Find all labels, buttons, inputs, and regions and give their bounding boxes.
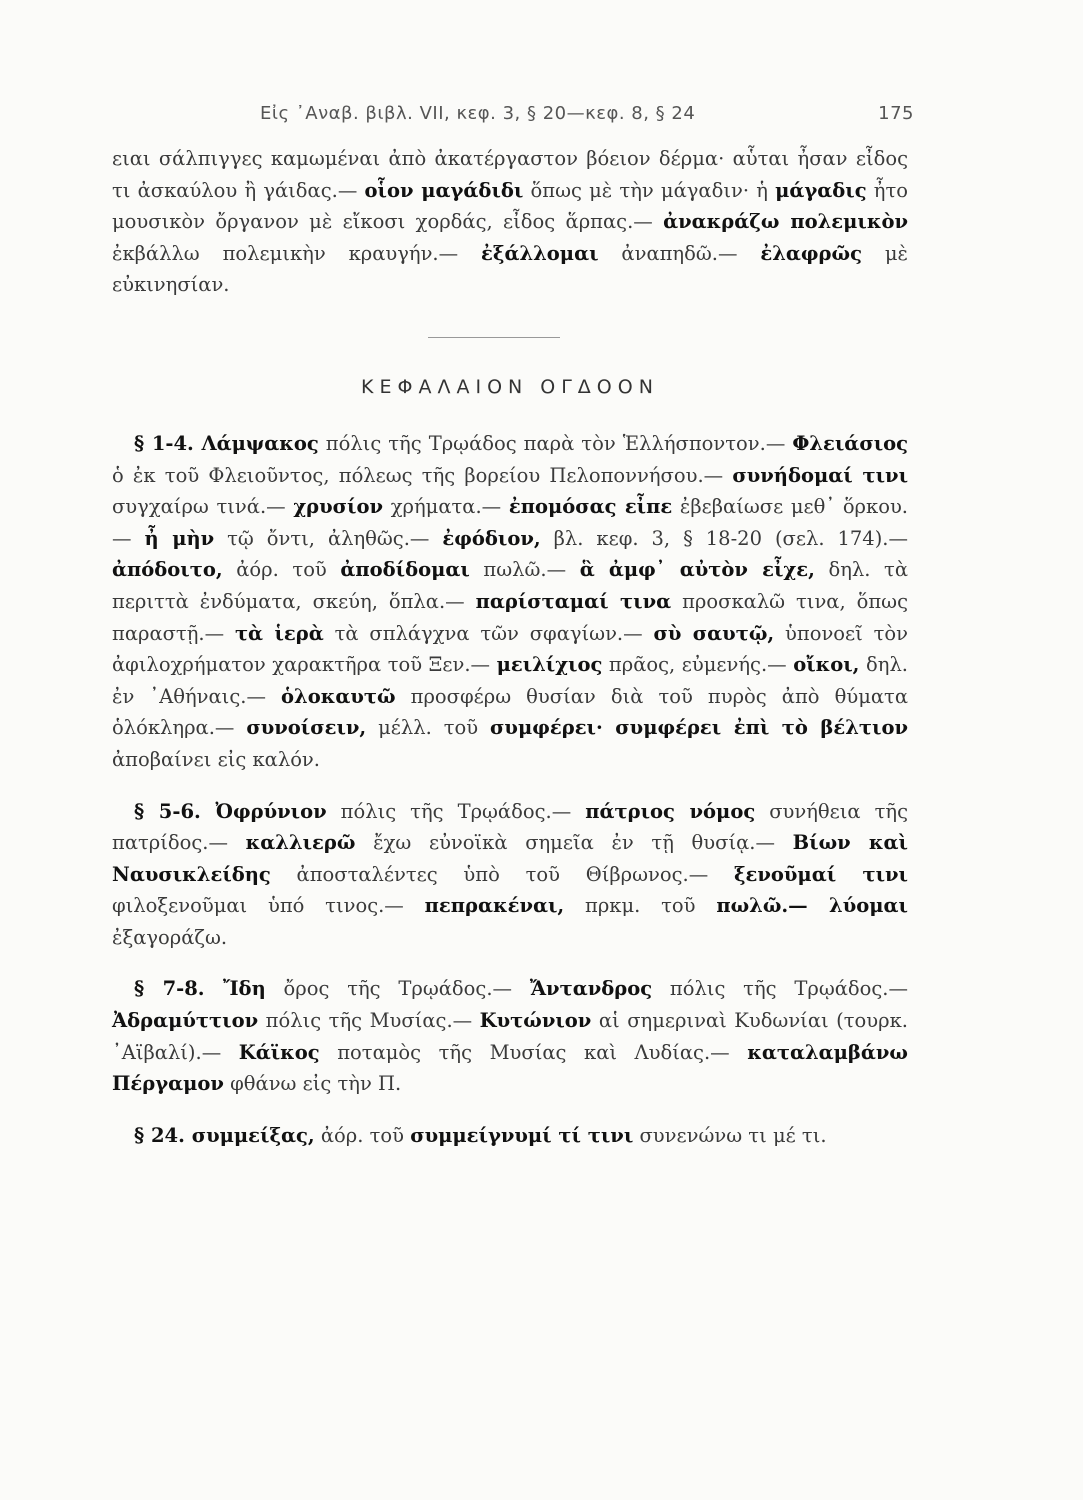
gloss-text: φθάνω εἰς τὴν Π.	[223, 1072, 402, 1096]
running-head-title: Εἰς ᾿Αναβ. βιβλ. VII, κεφ. 3, § 20—κεφ. 8, § 24	[260, 103, 696, 124]
gloss-text: αἱ σημεριναὶ Κυδωνίαι (τουρκ. ᾿Αϊβαλί).—	[112, 1009, 909, 1064]
lemma-term: Ἄντανδρος	[529, 977, 653, 1001]
gloss-text: πρκμ. τοῦ	[564, 894, 717, 918]
lemma-term: ἐφόδιον,	[442, 526, 541, 550]
gloss-text: φιλοξενοῦμαι ὑπό τινος.—	[112, 894, 425, 918]
lemma-term: συνοίσειν,	[246, 716, 367, 740]
running-head	[112, 95, 914, 135]
paragraph-section-1-4	[112, 428, 908, 776]
section-divider	[428, 337, 560, 338]
lemma-term: μάγαδις	[775, 178, 867, 202]
lemma-term: καταλαμβάνω Πέργαμον	[112, 1040, 908, 1096]
chapter-heading: ΚΕΦΑΛΑΙΟΝ ΟΓΔΟΟΝ	[361, 375, 659, 398]
gloss-text: πόλις τῆς Μυσίας.—	[258, 1009, 480, 1033]
gloss-text: χρήματα.—	[383, 495, 509, 519]
page	[112, 95, 914, 1151]
lemma-term: Κάϊκος	[238, 1040, 320, 1064]
lemma-term: παρίσταμαί τινα	[475, 589, 672, 613]
gloss-text: ἔχω εὐνοϊκὰ σημεῖα ἐν τῇ θυσίᾳ.—	[355, 831, 793, 855]
gloss-text: ἐβεβαίωσε μεθ᾿ ὅρκου.—	[112, 495, 909, 550]
lemma-term: πωλῶ.— λύομαι	[716, 894, 908, 918]
lemma-term: Κυτώνιον	[479, 1009, 592, 1033]
gloss-text: πωλῶ.—	[469, 558, 580, 582]
lemma-term: § 24. συμμείξας,	[134, 1123, 315, 1147]
lemma-term: ξενοῦμαί τινι	[733, 862, 908, 886]
lemma-term: καλλιερῶ	[245, 831, 356, 855]
gloss-text: ὁ ἐκ τοῦ Φλειοῦντος, πόλεως τῆς βορείου Πελοποννήσου.—	[112, 463, 733, 487]
gloss-text: μέλλ. τοῦ	[366, 716, 491, 740]
lemma-term: ἐξάλλομαι	[481, 241, 599, 265]
lemma-term: ὁλοκαυτῶ	[281, 684, 396, 708]
gloss-text: πόλις τῆς Τρῳάδος.—	[326, 799, 586, 823]
gloss-text: πρᾶος, εὐμενής.—	[602, 653, 794, 677]
gloss-text: ἀποβαίνει εἰς καλόν.	[112, 747, 320, 771]
gloss-text: πόλις τῆς Τρῳάδος.—	[652, 977, 908, 1001]
gloss-text: βλ. κεφ. 3, § 18-20 (σελ. 174).—	[540, 526, 909, 550]
lemma-term: § 1-4. Λάμψακος	[134, 431, 319, 455]
lemma-term: τὰ ἱερὰ	[234, 621, 324, 645]
page-number: 175	[878, 103, 914, 124]
gloss-text: προσκαλῶ τινα, ὅπως παραστῇ.—	[112, 589, 908, 645]
lemma-term: συμμείγνυμί τί τινι	[410, 1123, 634, 1147]
lemma-term: § 5-6. Ὀφρύνιον	[134, 799, 327, 823]
gloss-text: ἀόρ. τοῦ	[314, 1123, 411, 1147]
lemma-term: ἐπομόσας εἶπε	[508, 495, 673, 519]
lemma-term: Βίων καὶ Ναυσικλείδης	[112, 831, 908, 886]
gloss-text: συγχαίρω τινά.—	[112, 495, 294, 519]
gloss-text: ὄρος τῆς Τρῳάδος.—	[265, 977, 530, 1001]
lemma-term: ἀνακράζω πολεμικὸν	[663, 210, 908, 234]
lemma-term: § 7-8. Ἴδη	[134, 977, 266, 1001]
lemma-term: ἀπόδοιτο,	[112, 558, 223, 582]
gloss-text: ἦτο μουσικὸν ὄργανον μὲ εἴκοσι χορδάς, εἶδος ἅρπας.—	[112, 178, 908, 234]
lemma-term: συνήδομαί τινι	[732, 463, 909, 487]
gloss-text: συνενώνω τι μέ τι.	[633, 1123, 827, 1147]
gloss-text: δηλ. ἐν ᾿Αθήναις.—	[112, 653, 908, 708]
lemma-term: Φλειάσιος	[792, 431, 909, 455]
gloss-text: ὅπως μὲ τὴν μάγαδιν· ἡ	[523, 178, 776, 202]
lemma-term: ἃ ἀμφ᾿ αὐτὸν εἶχε,	[579, 558, 815, 582]
gloss-text: ειαι σάλπιγγες καμωμέναι ἀπὸ ἀκατέργαστον βόειον δέρμα· αὗται ἦσαν εἶδος τι ἀσκαύλου ἢ γάιδας.—	[112, 147, 908, 202]
gloss-text: ἀποσταλέντες ὑπὸ τοῦ Θίβρωνος.—	[270, 862, 734, 886]
gloss-text: πόλις τῆς Τρῳάδος παρὰ τὸν Ἑλλήσποντον.—	[318, 431, 793, 455]
lemma-term: πάτριος νόμος	[585, 799, 756, 823]
lemma-term: πεπρακέναι,	[424, 894, 565, 918]
lemma-term: ἦ μὴν	[144, 526, 215, 550]
lemma-term: οἴκοι,	[793, 653, 860, 677]
paragraph-intro	[112, 143, 908, 301]
paragraph-section-7-8	[112, 973, 908, 1099]
gloss-text: μὲ εὐκινησίαν.	[112, 241, 908, 297]
lemma-term: Ἀδραμύττιον	[112, 1009, 259, 1033]
lemma-term: ἐλαφρῶς	[760, 241, 862, 265]
gloss-text: τὰ σπλάγχνα τῶν σφαγίων.—	[323, 621, 654, 645]
gloss-text: ἀόρ. τοῦ	[222, 558, 341, 582]
lemma-term: οἷον μαγάδιδι	[364, 178, 524, 202]
lemma-term: μειλίχιος	[496, 653, 603, 677]
paragraph-section-24	[112, 1120, 908, 1152]
lemma-term: σὺ σαυτῷ,	[653, 621, 775, 645]
gloss-text: ἐξαγοράζω.	[112, 925, 228, 949]
gloss-text: συνήθεια τῆς πατρίδος.—	[112, 799, 908, 855]
gloss-text: προσφέρω θυσίαν διὰ τοῦ πυρὸς ἀπὸ θύματα ὁλόκληρα.—	[112, 684, 908, 740]
gloss-text: δηλ. τὰ περιττὰ ἐνδύματα, σκεύη, ὅπλα.—	[112, 558, 908, 613]
lemma-term: ἀποδίδομαι	[340, 558, 470, 582]
gloss-text: ἐκβάλλω πολεμικὴν κραυγήν.—	[112, 241, 482, 265]
gloss-text: ποταμὸς τῆς Μυσίας καὶ Λυδίας.—	[319, 1040, 748, 1064]
lemma-term: συμφέρει· συμφέρει ἐπὶ τὸ βέλτιον	[490, 716, 909, 740]
lemma-term: χρυσίον	[293, 495, 384, 519]
gloss-text: ὑπονοεῖ τὸν ἀφιλοχρήματον χαρακτῆρα τοῦ Ξεν.—	[112, 621, 909, 677]
gloss-text: τῷ ὄντι, ἀληθῶς.—	[214, 526, 443, 550]
paragraph-section-5-6	[112, 796, 908, 954]
gloss-text: ἀναπηδῶ.—	[598, 241, 761, 265]
